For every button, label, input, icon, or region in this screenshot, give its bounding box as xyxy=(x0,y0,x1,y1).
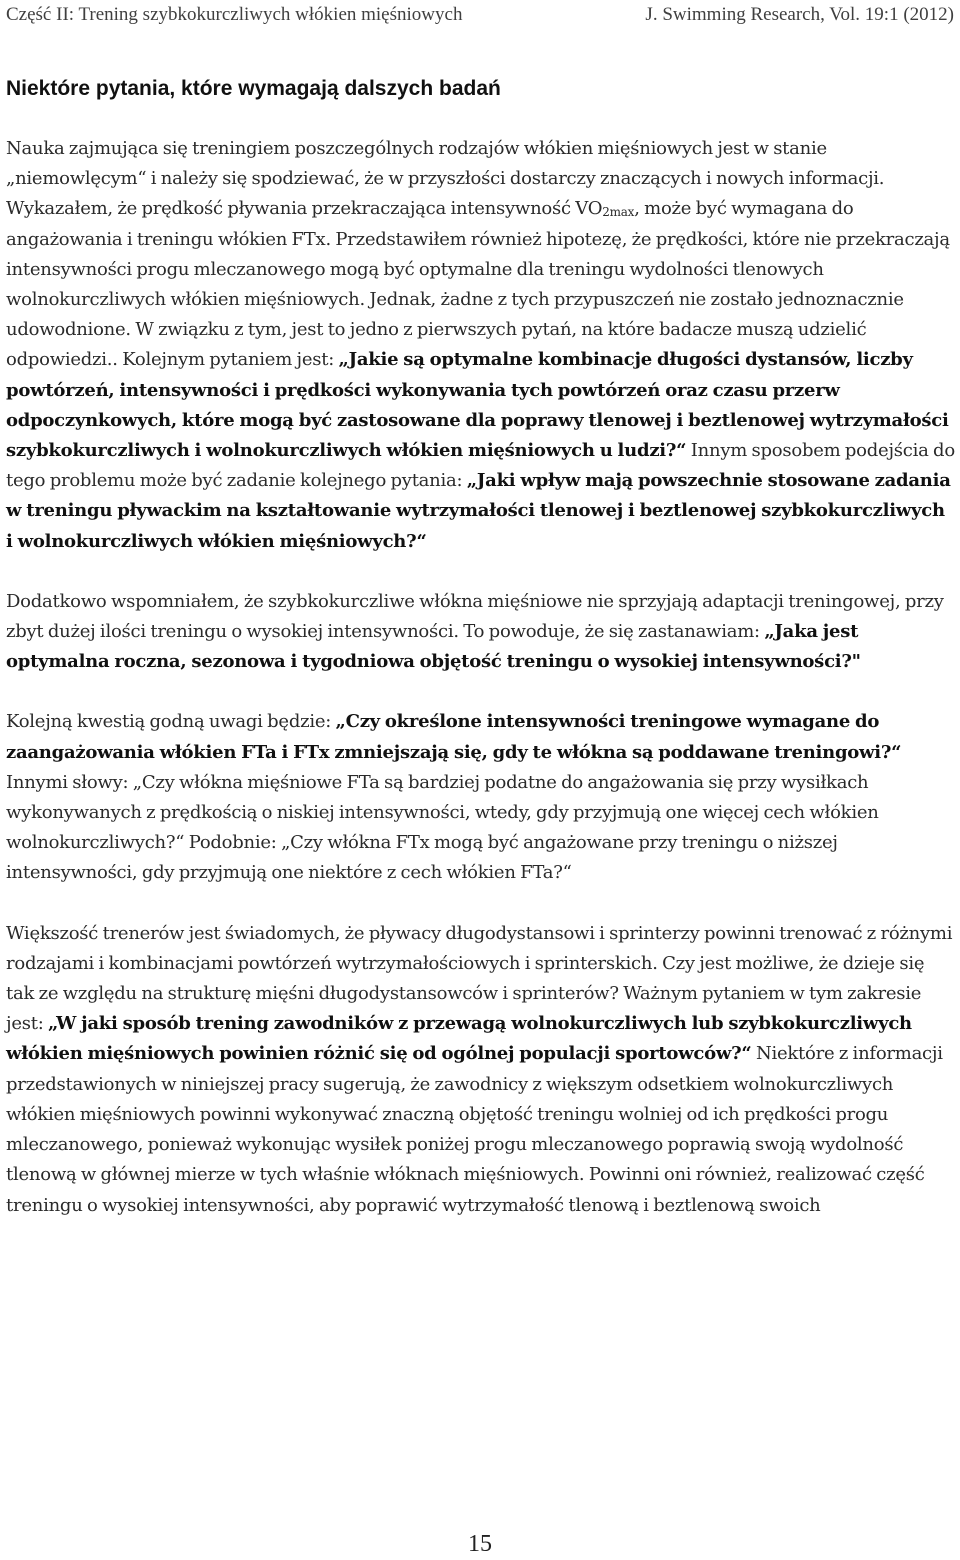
research-question-4: „Czy określone intensywności treningowe wymagane do zaangażowania włókien FTa i FTx zmniejszają się, gdy te włókna są poddawane treningowi?“ xyxy=(6,711,902,763)
paragraph-1-text-b: , może być wymagana do angażowania i treningu włókien FTx. Przedstawiłem również hipotezę, że prędkości, które nie przekraczają intensywności progu mleczanowego mogą być optymalne dla treningu wydolności tlenowych wolnokurczliwych włókien mięśniowych. Jednak, żadne z tych przypuszczeń nie zostało jednoznacznie udowodnione. W związku z tym, jest to jedno z pierwszych pytań, na które badacze muszą udzielić odpowiedzi.. Kolejnym pytaniem jest: xyxy=(6,198,950,371)
paragraph-2 xyxy=(6,587,956,678)
vo2max-subscript: 2max xyxy=(602,205,635,220)
research-question-2: „Jaki wpływ mają powszechnie stosowane zadania w treningu pływackim na kształtowanie wytrzymałości tlenowej i beztlenowej szybkokurczliwych i wolnokurczliwych włókien mięśniowych?“ xyxy=(6,470,951,552)
paragraph-1-text-a: Nauka zajmująca się treningiem poszczególnych rodzajów włókien mięśniowych jest w stanie „niemowlęcym“ i należy się spodziewać, że w przyszłości dostarczy znaczących i nowych informacji. Wykazałem, że prędkość pływania przekraczająca intensywność VO xyxy=(6,138,885,220)
research-question-3: „Jaka jest optymalna roczna, sezonowa i tygodniowa objętość treningu o wysokiej intensywności?" xyxy=(6,621,861,673)
section-heading: Niektóre pytania, które wymagają dalszych badań xyxy=(6,77,501,100)
paragraph-4-text-a: Większość trenerów jest świadomych, że pływacy długodystansowi i sprinterzy powinni trenować z różnymi rodzajami i kombinacjami powtórzeń wytrzymałościowych i sprinterskich. Czy jest możliwe, że dzieje się tak ze względu na strukturę mięśni długodystansowców i sprinterów? Ważnym pytaniem w tym zakresie jest: xyxy=(6,922,953,1035)
paragraph-3-text-b: Innymi słowy: „Czy włókna mięśniowe FTa są bardziej podatne do angażowania się przy wysiłkach wykonywanych z prędkością o niskiej intensywności, wtedy, gdy przyjmują one więcej cech włókien wolnokurczliwych?“ Podobnie: „Czy włókna FTx mogą być angażowane przy treningu o niższej intensywności, gdy przyjmują one niektóre z cech włókien FTa?“ xyxy=(6,771,879,884)
header-journal-citation: J. Swimming Research, Vol. 19:1 (2012) xyxy=(645,4,954,25)
header-part-title: Część II: Trening szybkokurczliwych włókien mięśniowych xyxy=(6,4,463,25)
research-question-5: „W jaki sposób trening zawodników z przewagą wolnokurczliwych lub szybkokurczliwych włókien mięśniowych powinien różnić się od ogólnej populacji sportowców?“ xyxy=(6,1013,912,1065)
research-question-1: „Jakie są optymalne kombinacje długości dystansów, liczby powtórzeń, intensywności i prędkości wykonywania tych powtórzeń oraz czasu przerw odpoczynkowych, które mogą być zastosowane dla poprawy tlenowej i beztlenowej wytrzymałości szybkokurczliwych i wolnokurczliwych włókien mięśniowych u ludzi?“ xyxy=(6,349,949,462)
paragraph-3 xyxy=(6,707,956,888)
document-body xyxy=(6,74,956,1221)
paragraph-4-text-b: Niektóre z informacji przedstawionych w niniejszej pracy sugerują, że zawodnicy z większym odsetkiem wolnokurczliwych włókien mięśniowych powinni wykonywać znaczną objętość treningu wolniej od ich prędkości progu mleczanowego, ponieważ wykonując wysiłek poniżej progu mleczanowego poprawią swoją wydolność tlenową w głównej mierze w tych właśnie włóknach mięśniowych. Powinni oni również, realizować część treningu o wysokiej intensywności, aby poprawić wytrzymałość tlenową i beztlenową swoich xyxy=(6,1043,943,1216)
paragraph-4 xyxy=(6,919,956,1221)
paragraph-3-text-a: Kolejną kwestią godną uwagi będzie: xyxy=(6,711,336,733)
paragraph-1-text-c: Innym sposobem podejścia do tego problemu może być zadanie kolejnego pytania: xyxy=(6,440,955,492)
running-header xyxy=(6,2,954,28)
paragraph-1 xyxy=(6,134,956,557)
page-number: 15 xyxy=(468,1531,492,1557)
paragraph-2-text: Dodatkowo wspomniałem, że szybkokurczliwe włókna mięśniowe nie sprzyjają adaptacji treningowej, przy zbyt dużej ilości treningu o wysokiej intensywności. To powoduje, że się zastanawiam: xyxy=(6,590,944,643)
